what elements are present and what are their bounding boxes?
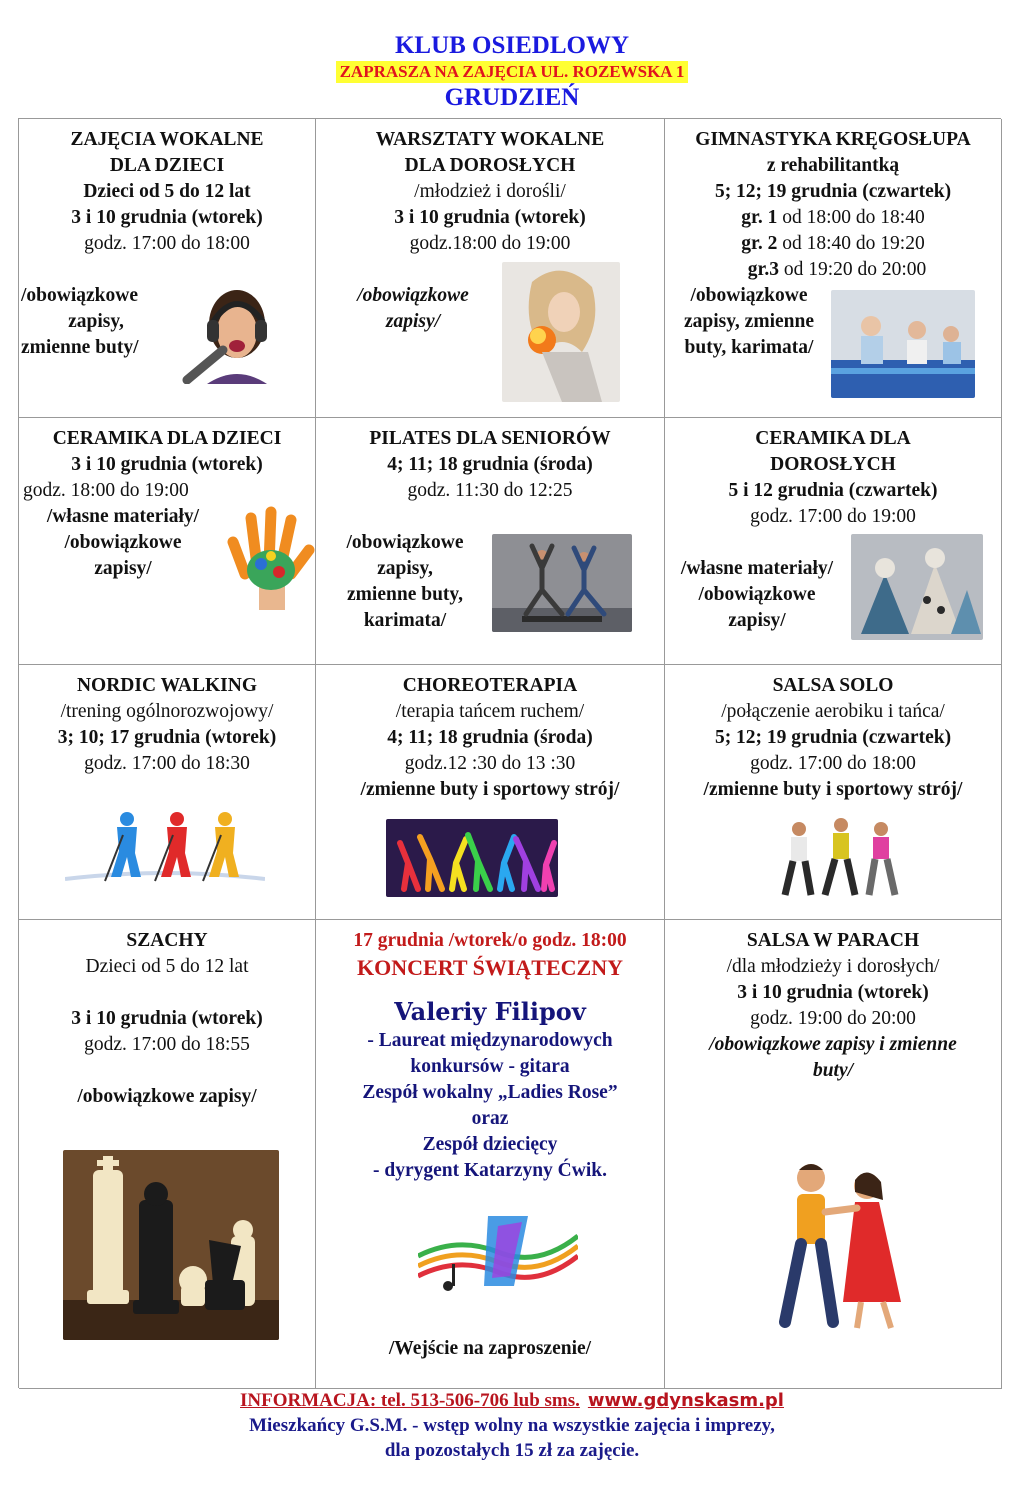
choreo-title: CHOREOTERAPIA bbox=[402, 675, 578, 696]
salsa-solo-hours: godz. 17:00 do 18:00 bbox=[750, 753, 916, 774]
vocal-kids-hours: godz. 17:00 do 18:00 bbox=[84, 233, 250, 254]
cell-choreotherapy bbox=[316, 665, 665, 920]
concert-artist: Valeriy Filipov bbox=[394, 997, 586, 1026]
pilates-image bbox=[492, 534, 632, 632]
footer-line2: Mieszkańcy G.S.M. - wstęp wolny na wszystkie zajęcia i imprezy, bbox=[249, 1415, 775, 1436]
choreo-hours: godz.12 :30 do 13 :30 bbox=[404, 753, 576, 774]
concert-title: KONCERT ŚWIĄTECZNY bbox=[357, 955, 623, 980]
salsa-pairs-dates: 3 i 10 grudnia (wtorek) bbox=[737, 982, 929, 1003]
spine-group2-time: od 18:40 do 19:20 bbox=[777, 233, 925, 254]
nordic-walkers-image bbox=[65, 807, 265, 885]
vocal-kids-title2: DLA DZIECI bbox=[109, 155, 225, 176]
poster-header bbox=[0, 0, 1024, 112]
ceramics-adults-title2: DOROSŁYCH bbox=[770, 454, 896, 475]
cell-ceramics-adults bbox=[665, 418, 1002, 665]
salsa-pairs-hours: godz. 19:00 do 20:00 bbox=[750, 1008, 916, 1029]
cell-ceramics-kids bbox=[19, 418, 316, 665]
ceramics-kids-hours: godz. 18:00 do 19:00 bbox=[23, 480, 189, 501]
spine-note1: /obowiązkowe bbox=[690, 285, 808, 306]
salsa-solo-note: /zmienne buty i sportowy strój/ bbox=[703, 779, 963, 800]
spine-group1 bbox=[665, 205, 1001, 231]
spine-group1-time: od 18:00 do 18:40 bbox=[777, 207, 925, 228]
spine-group2 bbox=[665, 231, 1001, 257]
dancers-silhouettes-image bbox=[386, 819, 558, 897]
salsa-solo-title: SALSA SOLO bbox=[772, 675, 894, 696]
vocal-adults-dates: 3 i 10 grudnia (wtorek) bbox=[394, 207, 586, 228]
info-phone: INFORMACJA: tel. 513-506-706 lub sms. bbox=[240, 1390, 580, 1411]
spine-title: GIMNASTYKA KRĘGOSŁUPA bbox=[695, 129, 971, 150]
pilates-note4: karimata/ bbox=[363, 610, 447, 631]
nordic-dates: 3; 10; 17 grudnia (wtorek) bbox=[57, 727, 277, 748]
cell-christmas-concert bbox=[316, 920, 665, 1389]
spine-group3-label: gr.3 bbox=[747, 259, 779, 280]
concert-line2: konkursów - gitara bbox=[410, 1056, 570, 1077]
cell-nordic-walking bbox=[19, 665, 316, 920]
ceramic-figures-image bbox=[851, 534, 983, 640]
chess-dates: 3 i 10 grudnia (wtorek) bbox=[71, 1008, 263, 1029]
concert-line6: - dyrygent Katarzyny Ćwik. bbox=[373, 1160, 607, 1181]
ceramics-adults-dates: 5 i 12 grudnia (czwartek) bbox=[728, 480, 938, 501]
concert-entry: /Wejście na zaproszenie/ bbox=[388, 1338, 592, 1359]
nordic-sub: /trening ogólnorozwojowy/ bbox=[60, 701, 274, 722]
concert-date: 17 grudnia /wtorek/o godz. 18:00 bbox=[353, 930, 627, 951]
website-link[interactable]: www.gdynskasm.pl bbox=[587, 1390, 784, 1411]
spine-note2: zapisy, zmienne bbox=[684, 311, 814, 332]
painted-hand-image bbox=[225, 504, 315, 610]
pilates-hours: godz. 11:30 do 12:25 bbox=[407, 480, 573, 501]
spine-note3: buty, karimata/ bbox=[684, 337, 814, 358]
nordic-hours: godz. 17:00 do 18:30 bbox=[84, 753, 250, 774]
ceramics-adults-title: CERAMIKA DLA bbox=[755, 428, 911, 449]
pilates-title: PILATES DLA SENIORÓW bbox=[369, 428, 611, 449]
choreo-sub: /terapia tańcem ruchem/ bbox=[395, 701, 585, 722]
schedule-grid bbox=[18, 118, 1001, 1388]
cell-spine-gym bbox=[665, 119, 1002, 418]
vocal-kids-dates: 3 i 10 grudnia (wtorek) bbox=[71, 207, 263, 228]
cell-chess bbox=[19, 920, 316, 1389]
choreo-note: /zmienne buty i sportowy strój/ bbox=[360, 779, 620, 800]
gymnastics-seniors-image bbox=[831, 290, 975, 398]
salsa-solo-dates: 5; 12; 19 grudnia (czwartek) bbox=[714, 727, 952, 748]
invite-subtitle: ZAPRASZA NA ZAJĘCIA UL. ROZEWSKA 1 bbox=[336, 61, 689, 83]
cell-salsa-solo bbox=[665, 665, 1002, 920]
ceramics-adults-note1: /własne materiały/ bbox=[680, 558, 834, 579]
vocal-adults-note1: /obowiązkowe bbox=[357, 285, 469, 306]
vocal-kids-note1: /obowiązkowe bbox=[21, 285, 138, 306]
vocal-kids-age: Dzieci od 5 do 12 lat bbox=[83, 181, 251, 202]
chess-title: SZACHY bbox=[126, 930, 208, 951]
chess-hours: godz. 17:00 do 18:55 bbox=[84, 1034, 250, 1055]
ceramics-adults-hours: godz. 17:00 do 19:00 bbox=[750, 506, 916, 527]
concert-line5: Zespół dziecięcy bbox=[422, 1134, 558, 1155]
concert-line3: Zespół wokalny „Ladies Rose” bbox=[362, 1082, 618, 1103]
salsa-pairs-title: SALSA W PARACH bbox=[746, 930, 920, 951]
music-guitar-image bbox=[418, 1206, 578, 1296]
cell-salsa-pairs bbox=[665, 920, 1002, 1389]
dancing-couple-image bbox=[751, 1152, 921, 1332]
vocal-adults-title2: DLA DOROSŁYCH bbox=[404, 155, 576, 176]
spine-group3-time: od 19:20 do 20:00 bbox=[778, 259, 927, 280]
salsa-pairs-note2: buty/ bbox=[812, 1060, 854, 1081]
vocal-kids-note3: zmienne buty/ bbox=[21, 337, 139, 358]
pilates-note1: /obowiązkowe bbox=[346, 532, 464, 553]
chess-note: /obowiązkowe zapisy/ bbox=[77, 1086, 257, 1107]
ceramics-kids-note2: /obowiązkowe bbox=[64, 532, 182, 553]
spine-group1-label: gr. 1 bbox=[741, 207, 778, 228]
chess-age: Dzieci od 5 do 12 lat bbox=[85, 956, 249, 977]
choreo-dates: 4; 11; 18 grudnia (środa) bbox=[387, 727, 593, 748]
salsa-pairs-sub: /dla młodzieży i dorosłych/ bbox=[726, 956, 940, 977]
vocal-adults-title: WARSZTATY WOKALNE bbox=[375, 129, 605, 150]
vocal-adults-note2: zapisy/ bbox=[385, 311, 441, 332]
spine-dates: 5; 12; 19 grudnia (czwartek) bbox=[714, 181, 952, 202]
ceramics-adults-note2: /obowiązkowe bbox=[698, 584, 816, 605]
ceramics-adults-note3: zapisy/ bbox=[728, 610, 786, 631]
vocal-kids-note2: zapisy, bbox=[68, 311, 124, 332]
ceramics-kids-dates: 3 i 10 grudnia (wtorek) bbox=[71, 454, 263, 475]
ceramics-kids-note1: /własne materiały/ bbox=[46, 506, 200, 527]
vocal-adults-hours: godz.18:00 do 19:00 bbox=[409, 233, 571, 254]
footer-line3: dla pozostałych 15 zł za zajęcie. bbox=[384, 1440, 640, 1461]
vocal-kids-title: ZAJĘCIA WOKALNE bbox=[70, 129, 264, 150]
spine-group3 bbox=[665, 257, 1001, 283]
club-title: KLUB OSIEDLOWY bbox=[394, 32, 630, 59]
cell-vocal-adults bbox=[316, 119, 665, 418]
pilates-note3: zmienne buty, bbox=[347, 584, 463, 605]
singing-girl-image bbox=[167, 284, 297, 384]
nordic-title: NORDIC WALKING bbox=[76, 675, 258, 696]
pilates-note2: zapisy, bbox=[377, 558, 433, 579]
salsa-pairs-note1: /obowiązkowe zapisy i zmienne bbox=[709, 1034, 957, 1055]
concert-line4: oraz bbox=[471, 1108, 509, 1129]
poster-footer bbox=[0, 1389, 1024, 1463]
concert-line1: - Laureat międzynarodowych bbox=[367, 1030, 613, 1051]
vocal-adults-who: /młodzież i dorośli/ bbox=[414, 181, 566, 202]
cell-pilates bbox=[316, 418, 665, 665]
spine-group2-label: gr. 2 bbox=[741, 233, 778, 254]
month-title: GRUDZIEŃ bbox=[444, 84, 580, 111]
pilates-dates: 4; 11; 18 grudnia (środa) bbox=[387, 454, 593, 475]
singer-woman-image bbox=[502, 262, 620, 402]
ceramics-kids-title: CERAMIKA DLA DZIECI bbox=[52, 428, 282, 449]
chess-pieces-image bbox=[63, 1150, 279, 1340]
salsa-solo-sub: /połączenie aerobiku i tańca/ bbox=[721, 701, 945, 722]
cell-vocal-kids bbox=[19, 119, 316, 418]
spine-title2: z rehabilitantką bbox=[766, 155, 900, 176]
salsa-dancers-image bbox=[777, 815, 907, 897]
ceramics-kids-note3: zapisy/ bbox=[94, 558, 152, 579]
